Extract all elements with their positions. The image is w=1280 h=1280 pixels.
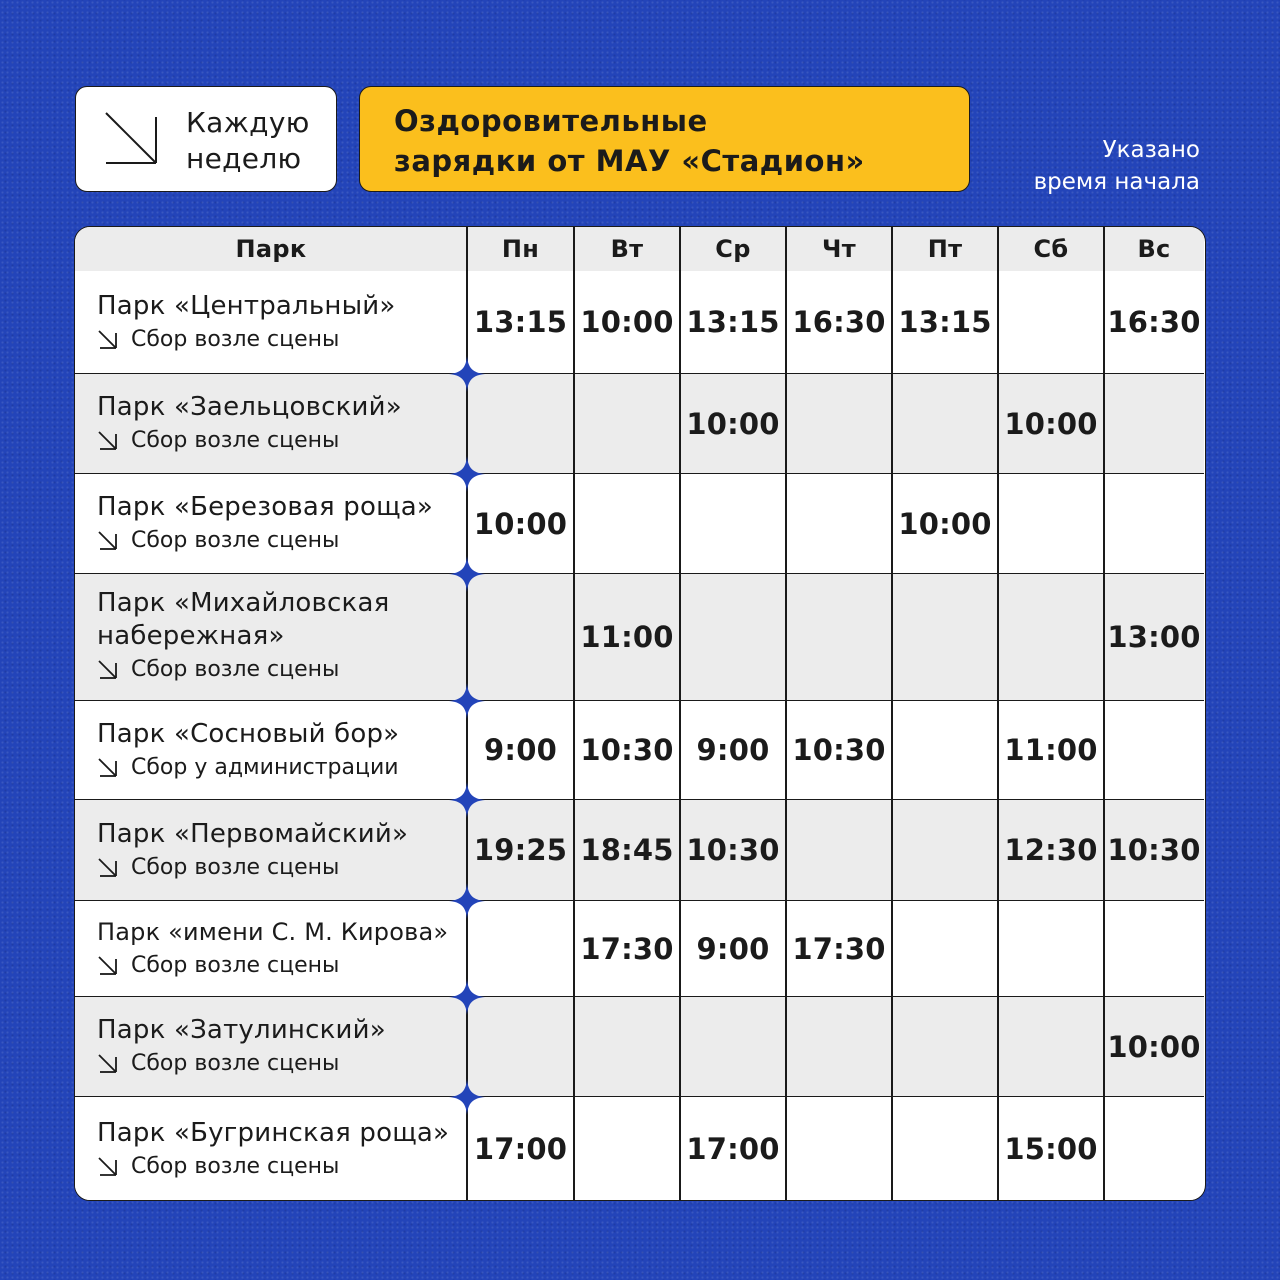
park-name: Парк «Березовая роща» (97, 492, 434, 522)
time-cell (786, 1097, 892, 1201)
header-sun: Вс (1137, 235, 1171, 263)
time-cell (574, 997, 680, 1097)
table-row (75, 271, 1204, 374)
time-cell (998, 997, 1104, 1097)
meeting-point (97, 325, 467, 355)
time-cell: 17:30 (580, 932, 674, 966)
time-cell: 10:30 (686, 833, 780, 867)
table-row (75, 474, 1204, 574)
park-cell (97, 491, 467, 556)
park-name: набережная» (97, 621, 285, 651)
time-cell: 10:30 (580, 733, 674, 767)
time-cell: 10:00 (473, 507, 568, 541)
header-park: Парк (235, 235, 307, 263)
time-cell (892, 997, 998, 1097)
time-cell: 10:00 (580, 305, 674, 339)
time-cell (786, 997, 892, 1097)
park-name: Парк «Бугринская роща» (97, 1118, 450, 1148)
park-cell (97, 818, 467, 883)
park-name: Парк «имени С. М. Кирова» (97, 918, 449, 946)
park-name: Парк «Михайловская (97, 588, 390, 618)
note-line2: время начала (1033, 169, 1200, 195)
time-cell (892, 800, 998, 901)
sparkle-icon (449, 1079, 485, 1115)
time-cell (892, 901, 998, 997)
start-time-note (1034, 134, 1200, 198)
table-row (75, 701, 1204, 800)
time-cell (786, 474, 892, 574)
meeting-point-label: Сбор возле сцены (131, 327, 340, 352)
time-cell (574, 474, 680, 574)
time-cell: 13:15 (898, 305, 992, 339)
time-cell: 12:30 (1004, 833, 1098, 867)
page-title (394, 101, 865, 181)
title-line2: зарядки от МАУ «Стадион» (394, 144, 865, 178)
time-cell: 11:00 (1004, 733, 1098, 767)
sparkle-icon (449, 356, 485, 392)
time-cell (680, 997, 786, 1097)
park-cell (97, 1117, 467, 1182)
weekly-line1: Каждую (186, 106, 310, 139)
header-tue: Вт (610, 235, 644, 263)
title-line1: Оздоровительные (394, 104, 708, 138)
header-thu: Чт (822, 235, 856, 263)
time-cell (1104, 1097, 1204, 1201)
meeting-point-label: Сбор возле сцены (131, 528, 340, 553)
arrow-down-right-icon (97, 1156, 119, 1178)
time-cell (786, 574, 892, 701)
sparkle-icon (449, 556, 485, 592)
note-line1: Указано (1102, 137, 1200, 163)
meeting-point (97, 951, 467, 981)
park-name: Парк «Заельцовский» (97, 392, 402, 422)
arrow-down-right-icon (97, 1053, 119, 1075)
time-cell (574, 1097, 680, 1201)
park-name: Парк «Первомайский» (97, 819, 409, 849)
time-cell (467, 574, 574, 701)
time-cell (786, 800, 892, 901)
schedule-table (74, 226, 1206, 1201)
park-cell (97, 718, 467, 783)
time-cell: 10:30 (792, 733, 886, 767)
sparkle-icon (449, 456, 485, 492)
meeting-point (97, 1152, 467, 1182)
time-cell: 13:15 (473, 305, 568, 339)
arrow-down-right-icon (97, 530, 119, 552)
column-divider (1103, 227, 1105, 1201)
time-cell: 17:00 (686, 1132, 780, 1166)
time-cell: 18:45 (580, 833, 674, 867)
time-cell (892, 574, 998, 701)
meeting-point-label: Сбор возле сцены (131, 428, 340, 453)
meeting-point-label: Сбор возле сцены (131, 1154, 340, 1179)
meeting-point-label: Сбор возле сцены (131, 657, 340, 682)
park-name: Парк «Затулинский» (97, 1015, 386, 1045)
table-header (75, 227, 1204, 272)
time-cell: 11:00 (580, 620, 674, 654)
time-cell (1104, 701, 1204, 800)
time-cell: 17:30 (792, 932, 886, 966)
time-cell: 10:00 (1107, 1030, 1201, 1064)
weekly-text (186, 105, 310, 177)
time-cell: 10:30 (1107, 833, 1201, 867)
time-cell (892, 374, 998, 474)
table-row (75, 374, 1204, 474)
arrow-down-right-icon (97, 430, 119, 452)
park-cell (97, 916, 467, 981)
time-cell (1104, 901, 1204, 997)
time-cell (680, 574, 786, 701)
time-cell (1104, 374, 1204, 474)
meeting-point (97, 526, 467, 556)
table-row (75, 574, 1204, 701)
park-name: Парк «Сосновый бор» (97, 719, 400, 749)
time-cell (1104, 474, 1204, 574)
header-mon: Пн (501, 235, 540, 263)
table-row (75, 800, 1204, 901)
column-divider (997, 227, 999, 1201)
column-divider (679, 227, 681, 1201)
time-cell (680, 474, 786, 574)
time-cell (998, 574, 1104, 701)
meeting-point (97, 853, 467, 883)
time-cell (786, 374, 892, 474)
arrow-down-right-icon (102, 109, 164, 171)
time-cell: 9:00 (484, 733, 557, 767)
weekly-badge (75, 86, 337, 192)
meeting-point-label: Сбор возле сцены (131, 1051, 340, 1076)
table-row (75, 997, 1204, 1097)
header-sat: Сб (1033, 235, 1069, 263)
column-divider (573, 227, 575, 1201)
meeting-point (97, 1049, 467, 1079)
park-cell (97, 587, 467, 685)
park-cell (97, 290, 467, 355)
meeting-point-label: Сбор возле сцены (131, 953, 340, 978)
table-row (75, 1097, 1204, 1201)
arrow-down-right-icon (97, 955, 119, 977)
time-cell: 10:00 (1004, 407, 1098, 441)
meeting-point-label: Сбор у администрации (131, 755, 399, 780)
time-cell (892, 1097, 998, 1201)
arrow-down-right-icon (97, 329, 119, 351)
time-cell: 15:00 (1004, 1132, 1098, 1166)
table-row (75, 901, 1204, 997)
time-cell: 19:25 (473, 833, 568, 867)
sparkle-icon (449, 782, 485, 818)
arrow-down-right-icon (97, 857, 119, 879)
time-cell: 9:00 (696, 932, 770, 966)
arrow-down-right-icon (97, 757, 119, 779)
column-divider (785, 227, 787, 1201)
time-cell (892, 701, 998, 800)
time-cell: 17:00 (473, 1132, 568, 1166)
title-badge (359, 86, 970, 192)
meeting-point (97, 426, 467, 456)
column-divider (891, 227, 893, 1201)
time-cell (574, 374, 680, 474)
sparkle-icon (449, 979, 485, 1015)
time-cell: 10:00 (898, 507, 992, 541)
time-cell: 13:15 (686, 305, 780, 339)
meeting-point (97, 655, 467, 685)
sparkle-icon (449, 883, 485, 919)
time-cell (998, 271, 1104, 374)
time-cell: 10:00 (686, 407, 780, 441)
meeting-point-label: Сбор возле сцены (131, 855, 340, 880)
park-cell (97, 1014, 467, 1079)
time-cell: 16:30 (792, 305, 886, 339)
header-fri: Пт (927, 235, 963, 263)
time-cell (998, 474, 1104, 574)
meeting-point (97, 753, 467, 783)
time-cell: 13:00 (1107, 620, 1201, 654)
header-wed: Ср (715, 235, 751, 263)
time-cell (998, 901, 1104, 997)
sparkle-icon (449, 683, 485, 719)
weekly-line2: неделю (186, 142, 302, 175)
time-cell: 9:00 (696, 733, 770, 767)
arrow-down-right-icon (97, 659, 119, 681)
time-cell: 16:30 (1107, 305, 1201, 339)
park-cell (97, 391, 467, 456)
park-name: Парк «Центральный» (97, 291, 396, 321)
